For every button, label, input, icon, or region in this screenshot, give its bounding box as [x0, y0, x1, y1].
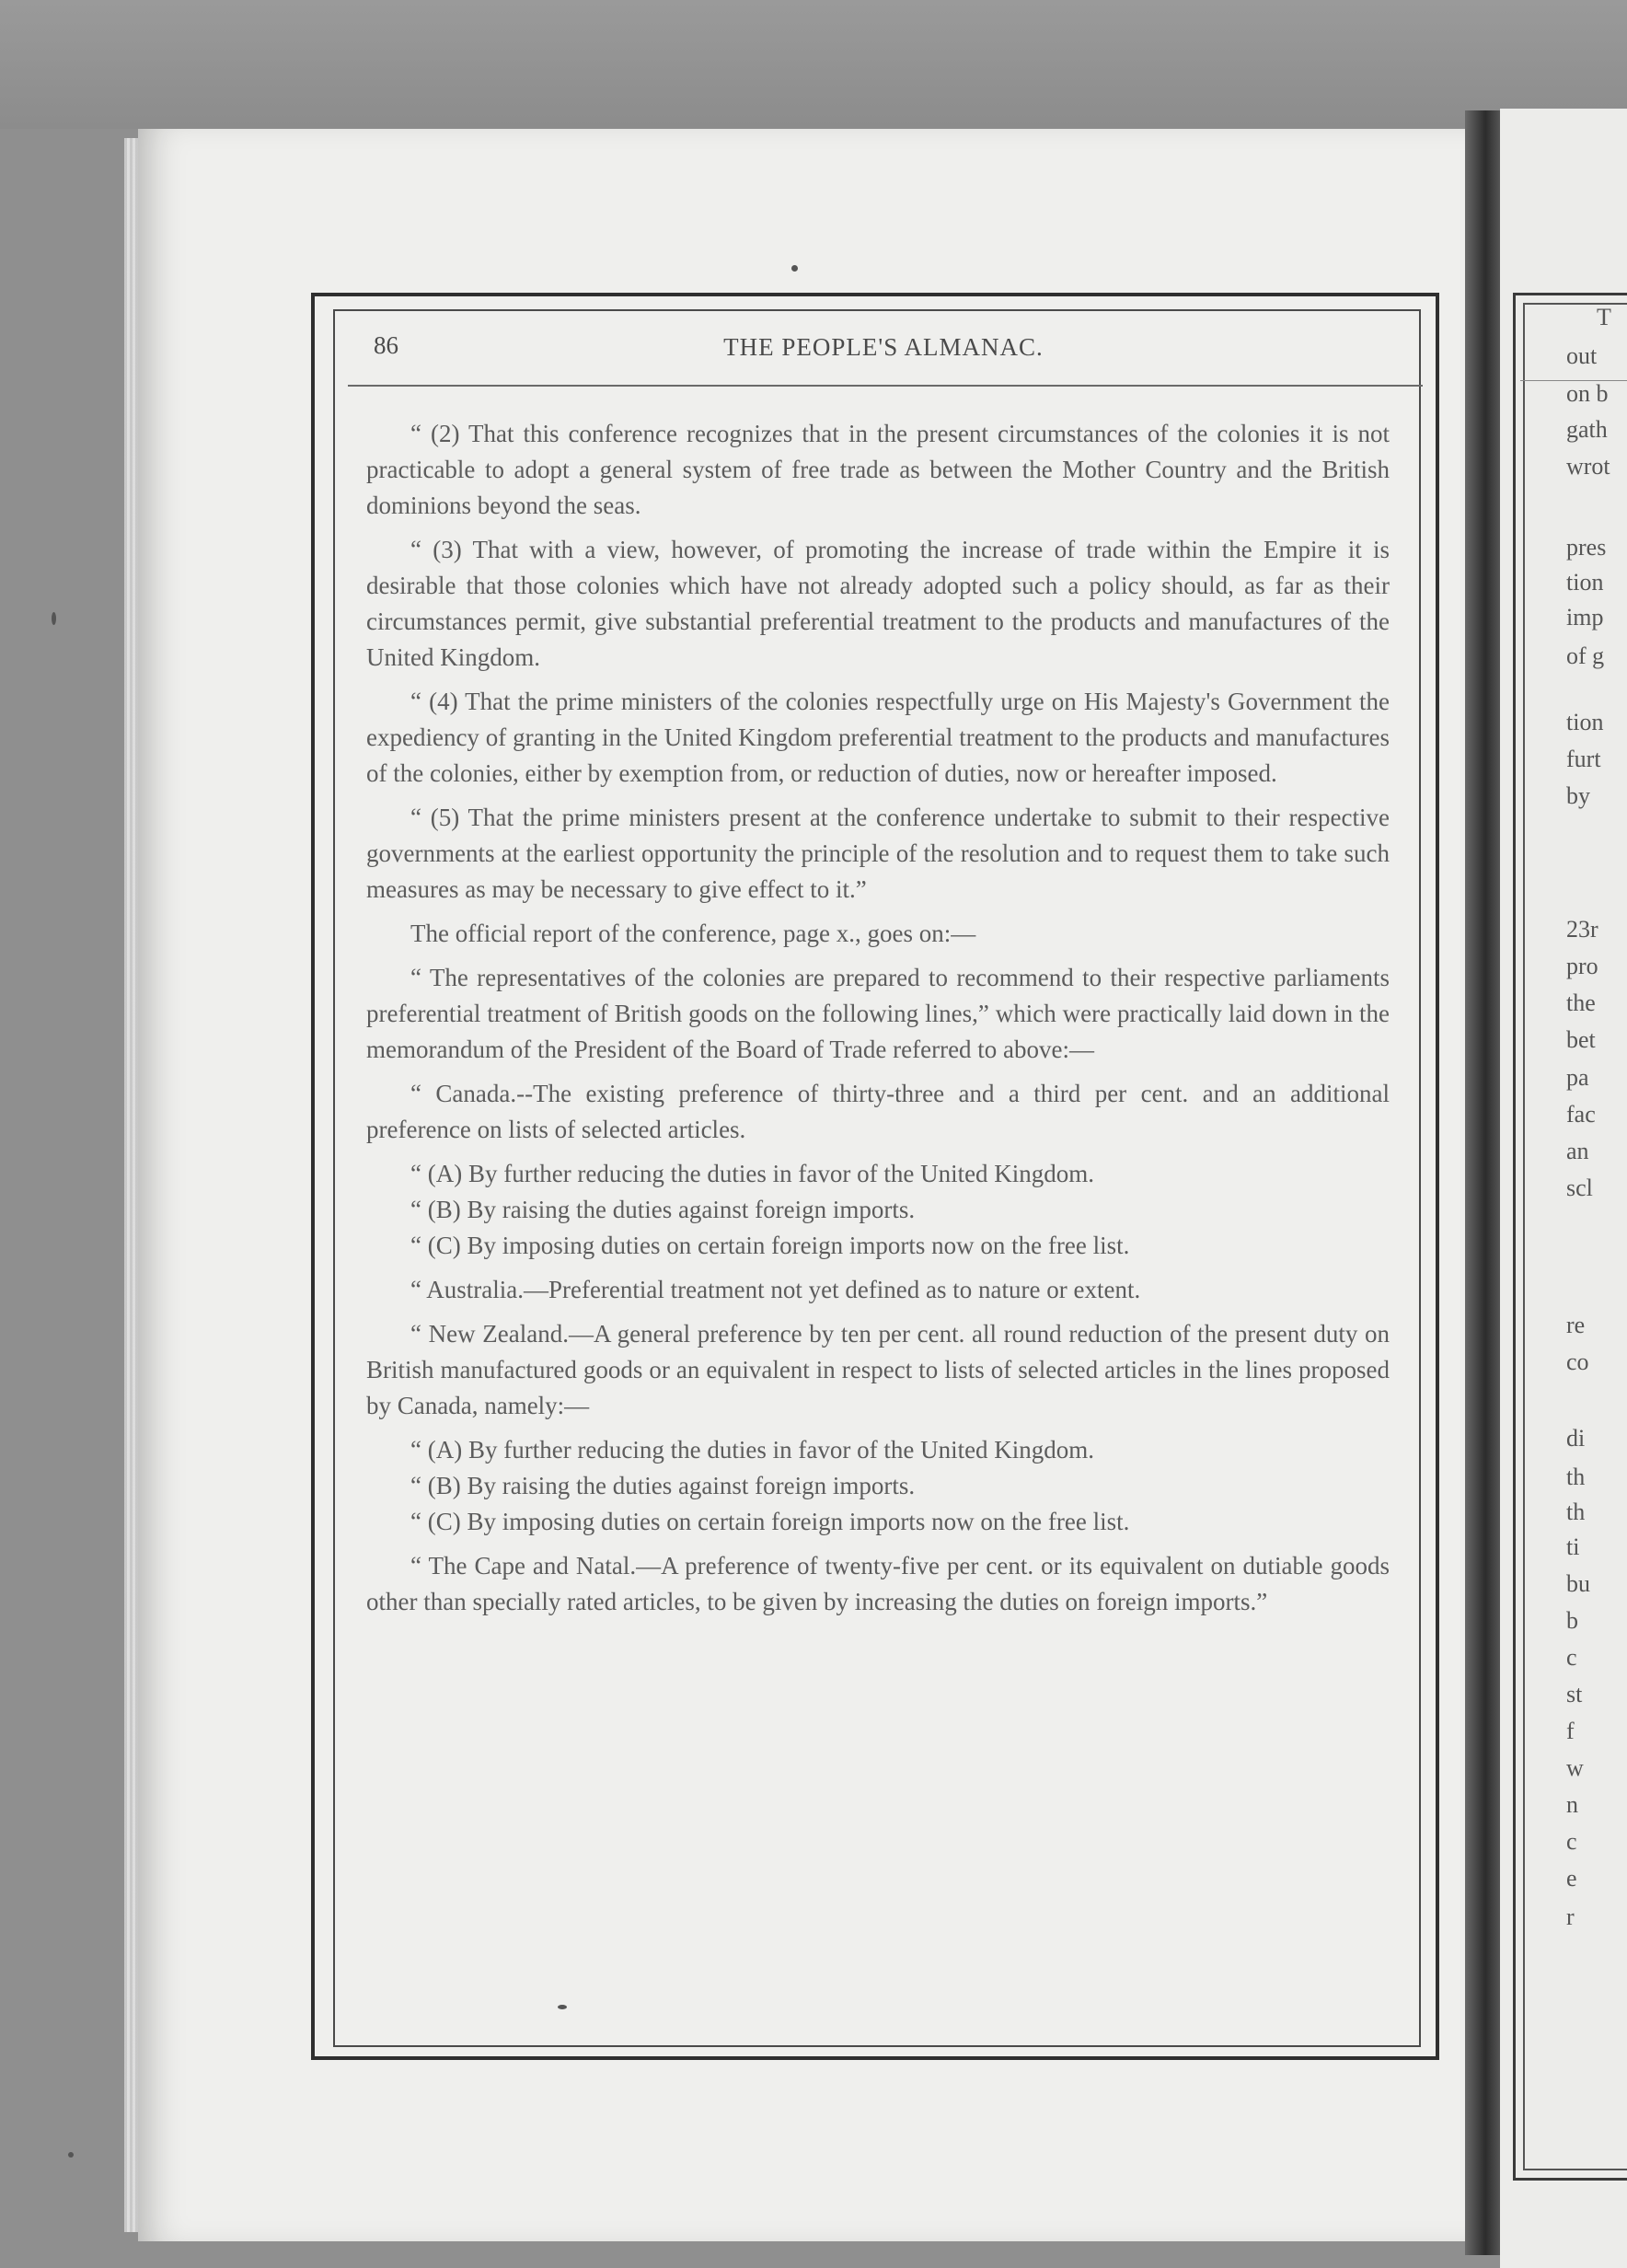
list-item: “ (C) By imposing duties on certain foreign imports now on the free list. — [410, 1232, 1130, 1259]
facing-page-line-fragment: wrot — [1566, 453, 1610, 480]
scan-background — [0, 0, 1627, 129]
facing-page-line-fragment: 23r — [1566, 916, 1598, 943]
facing-page-line-fragment: pa — [1566, 1064, 1589, 1091]
page-header — [368, 330, 1399, 366]
facing-page-line-fragment: the — [1566, 989, 1596, 1016]
facing-page-line-fragment: by — [1566, 782, 1590, 809]
facing-page-line-fragment: an — [1566, 1138, 1589, 1164]
header-rule — [348, 385, 1423, 387]
facing-page-line-fragment: f — [1566, 1718, 1575, 1744]
facing-page-line-fragment: imp — [1566, 604, 1604, 631]
facing-page-line-fragment: tion — [1566, 709, 1604, 735]
facing-page-line-fragment: co — [1566, 1348, 1589, 1375]
facing-page-line-fragment: bu — [1566, 1570, 1590, 1597]
facing-page-line-fragment: gath — [1566, 416, 1608, 443]
scan-speck — [52, 612, 56, 625]
list-item: “ (A) By further reducing the duties in favor of the United Kingdom. — [410, 1436, 1095, 1464]
list-item: “ (C) By imposing duties on certain foreign imports now on the free list. — [410, 1508, 1130, 1535]
paragraph: “ The Cape and Natal.—A preference of twenty-five per cent. or its equivalent on dutiable goods other than specially rated articles, to be given by increasing the duties on foreign imports.” — [366, 1552, 1390, 1615]
page-body — [366, 416, 1390, 1628]
facing-page-line-fragment: r — [1566, 1904, 1575, 1930]
facing-page-line-fragment: th — [1566, 1464, 1586, 1490]
facing-page-line-fragment: ti — [1566, 1533, 1580, 1560]
running-title: THE PEOPLE'S ALMANAC. — [723, 333, 1044, 361]
paragraph: “ (4) That the prime ministers of the colonies respectfully urge on His Majesty's Government the expediency of granting in the United Kingdom preferential treatment to the products and manufactures of the colonies, either by exemption from, or reduction of duties, now or hereafter imposed. — [366, 688, 1390, 787]
facing-page-line-fragment: b — [1566, 1607, 1578, 1634]
facing-page-line-fragment: st — [1566, 1681, 1583, 1707]
facing-page-line-fragment: out — [1566, 342, 1598, 369]
facing-page-line-fragment: c — [1566, 1828, 1577, 1855]
list-item: “ (A) By further reducing the duties in favor of the United Kingdom. — [410, 1160, 1095, 1187]
facing-page-line-fragment: e — [1566, 1865, 1577, 1892]
facing-page — [1500, 109, 1627, 2268]
facing-page-line-fragment: di — [1566, 1425, 1586, 1452]
paragraph: “ (3) That with a view, however, of promoting the increase of trade within the Empire it is desirable that those colonies which have not already adopted such a policy should, as far as their circumstances permit, give substantial preferential treatment to the products and manufactures of the United Kingdom. — [366, 536, 1390, 671]
paragraph: “ The representatives of the colonies are prepared to recommend to their respective parliaments preferential treatment of British goods on the following lines,” which were practically laid down in the memorandum of the President of the Board of Trade referred to above:— — [366, 964, 1390, 1063]
facing-page-line-fragment: re — [1566, 1312, 1586, 1338]
facing-page-line-fragment: th — [1566, 1498, 1586, 1525]
scan-speck — [791, 265, 798, 272]
facing-page-line-fragment: tion — [1566, 569, 1604, 596]
paragraph: The official report of the conference, page x., goes on:— — [410, 920, 976, 947]
facing-page-line-fragment: fac — [1566, 1101, 1596, 1128]
scan-speck — [558, 2005, 567, 2009]
facing-page-line-fragment: w — [1566, 1754, 1584, 1781]
facing-page-line-fragment: pres — [1566, 534, 1607, 561]
facing-page-line-fragment: furt — [1566, 746, 1601, 772]
facing-page-line-fragment: pro — [1566, 953, 1598, 979]
paragraph: “ (2) That this conference recognizes that in the present circumstances of the colonies it is not practicable to adopt a general system of free trade as between the Mother Country and the British dominions beyond the seas. — [366, 420, 1390, 519]
facing-page-line-fragment: bet — [1566, 1026, 1596, 1053]
list-item: “ (B) By raising the duties against foreign imports. — [410, 1472, 916, 1499]
book-gutter — [1465, 110, 1502, 2255]
page-number: 86 — [374, 331, 398, 359]
facing-page-line-fragment: of g — [1566, 642, 1605, 669]
facing-page-line-fragment: T — [1597, 304, 1611, 330]
list-item: “ (B) By raising the duties against foreign imports. — [410, 1196, 916, 1223]
facing-page-line-fragment: on b — [1566, 380, 1609, 407]
facing-page-line-fragment: c — [1566, 1644, 1577, 1671]
paragraph: “ Canada.--The existing preference of thirty-three and a third per cent. and an additional preference on lists of selected articles. — [366, 1080, 1390, 1143]
facing-page-line-fragment: scl — [1566, 1174, 1593, 1201]
facing-page-line-fragment: n — [1566, 1791, 1578, 1818]
scan-speck — [68, 2152, 74, 2158]
paragraph: “ New Zealand.—A general preference by ten per cent. all round reduction of the present duty on British manufactured goods or an equivalent in respect to lists of selected articles in the lines proposed by Canada, namely:— — [366, 1320, 1390, 1419]
paragraph: “ (5) That the prime ministers present at the conference undertake to submit to their respective governments at the earliest opportunity the principle of the resolution and to request them to take such measures as may be necessary to give effect to it.” — [366, 804, 1390, 903]
paragraph: “ Australia.—Preferential treatment not yet defined as to nature or extent. — [410, 1276, 1141, 1303]
